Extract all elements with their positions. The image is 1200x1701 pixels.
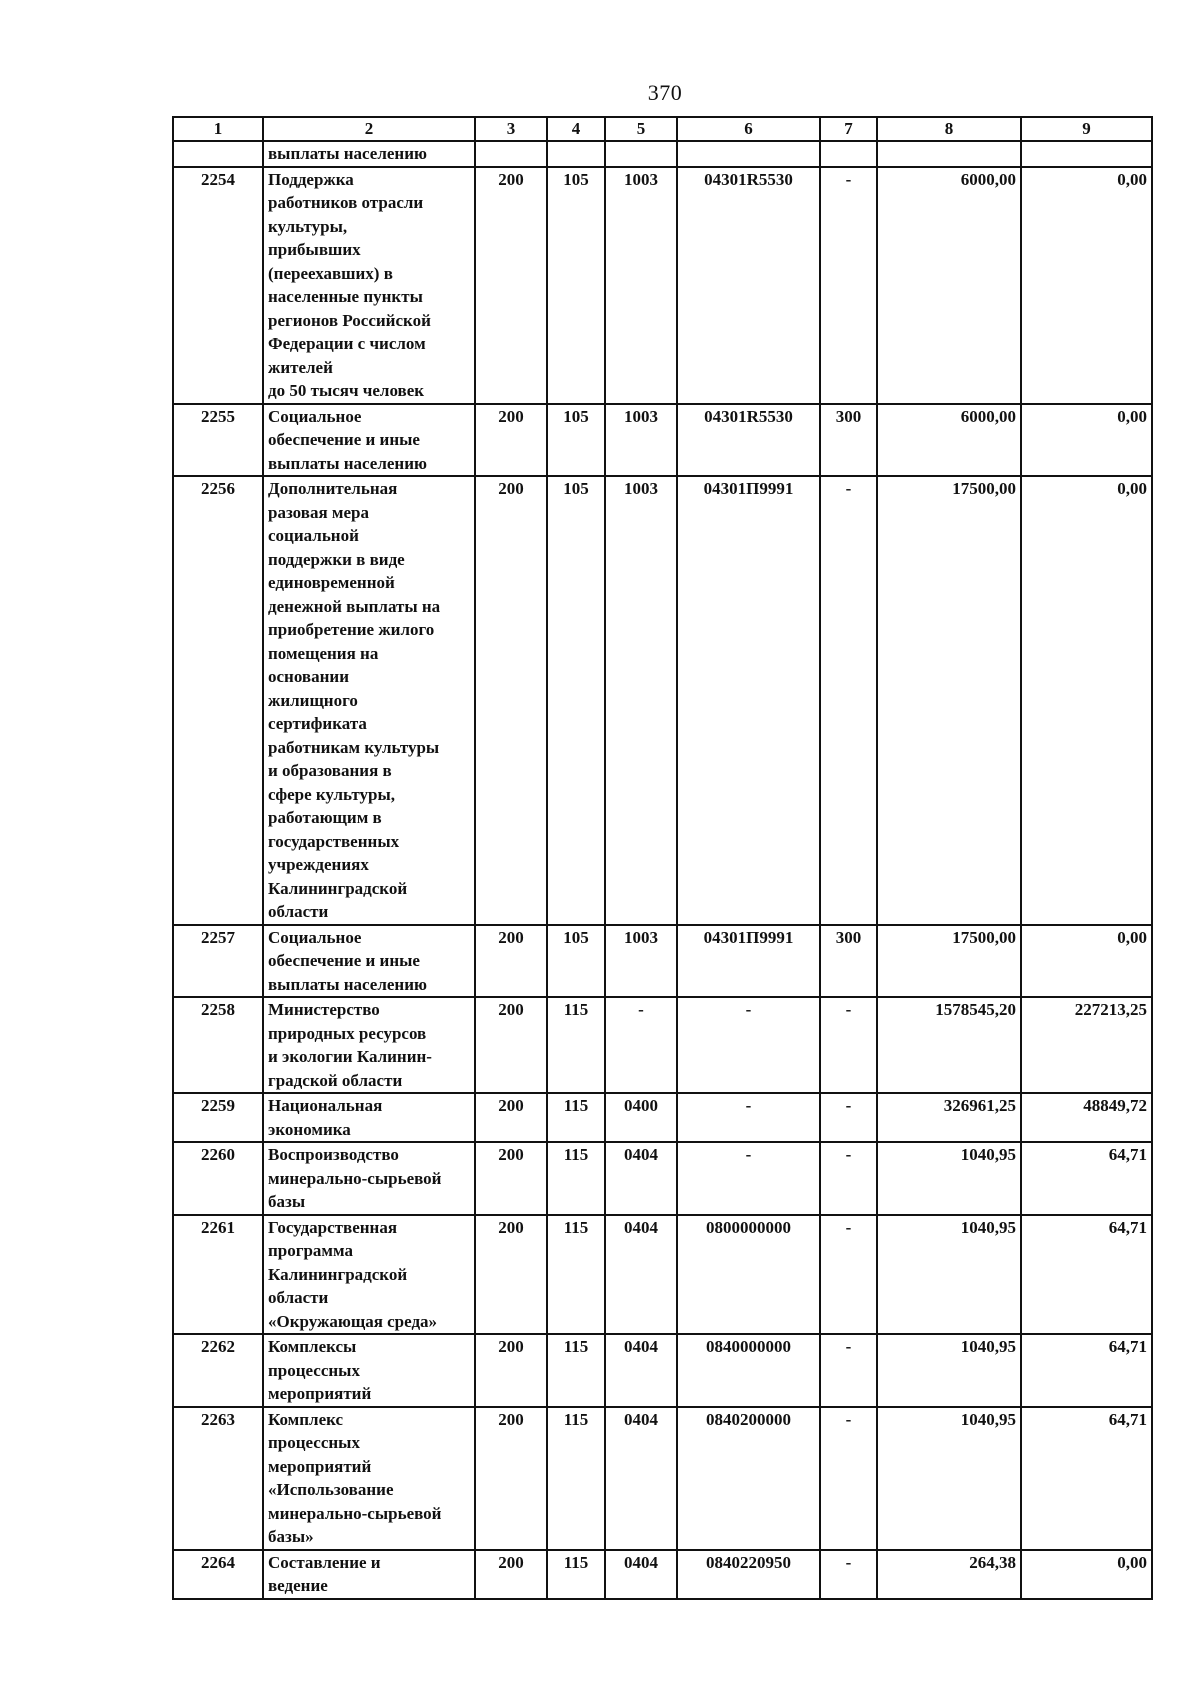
col-header: 9 <box>1021 117 1152 141</box>
cell-col9: 64,71 <box>1021 1334 1152 1407</box>
cell-col9: 64,71 <box>1021 1407 1152 1550</box>
cell-col3: 200 <box>475 1093 547 1142</box>
cell-col7: 300 <box>820 404 877 477</box>
table-row <box>173 1142 1152 1215</box>
table-row <box>173 925 1152 998</box>
cell-col5: 0404 <box>605 1215 677 1335</box>
table-row <box>173 1093 1152 1142</box>
table-row <box>173 476 1152 925</box>
col-header: 6 <box>677 117 820 141</box>
row-number: 2255 <box>173 404 263 477</box>
cell-col7: - <box>820 1334 877 1407</box>
col-header: 3 <box>475 117 547 141</box>
cell-col7: - <box>820 476 877 925</box>
cell-col4: 105 <box>547 167 605 404</box>
row-description: Социальное обеспечение и иные выплаты населению <box>263 925 475 998</box>
cell-col5: 0404 <box>605 1142 677 1215</box>
cell-col7: - <box>820 1093 877 1142</box>
col-header: 4 <box>547 117 605 141</box>
row-number: 2254 <box>173 167 263 404</box>
continuation-text: выплаты населению <box>263 141 475 167</box>
cell-col8: 1578545,20 <box>877 997 1021 1093</box>
cell-col6: 0800000000 <box>677 1215 820 1335</box>
cell-col4: 105 <box>547 925 605 998</box>
table-row <box>173 1407 1152 1550</box>
row-number: 2260 <box>173 1142 263 1215</box>
row-description: Министерство природных ресурсов и экологии Калинин- градской области <box>263 997 475 1093</box>
cell-col4: 115 <box>547 1407 605 1550</box>
cell-col7: - <box>820 1550 877 1599</box>
row-description: Составление и ведение <box>263 1550 475 1599</box>
cell-col3: 200 <box>475 1215 547 1335</box>
cell-col7: - <box>820 1142 877 1215</box>
cell-col8: 1040,95 <box>877 1334 1021 1407</box>
cell-col6: - <box>677 1093 820 1142</box>
cell-col9: 0,00 <box>1021 1550 1152 1599</box>
row-number: 2257 <box>173 925 263 998</box>
cell-col8: 1040,95 <box>877 1142 1021 1215</box>
cell-col3: 200 <box>475 1550 547 1599</box>
cell-col9: 0,00 <box>1021 925 1152 998</box>
col-header: 8 <box>877 117 1021 141</box>
col-header: 5 <box>605 117 677 141</box>
cell-col5: - <box>605 997 677 1093</box>
budget-table <box>172 116 1153 1600</box>
cell-col6: 0840000000 <box>677 1334 820 1407</box>
row-description: Национальная экономика <box>263 1093 475 1142</box>
cell-col4: 115 <box>547 1215 605 1335</box>
row-description: Комплекс процессных мероприятий «Использование минерально-сырьевой базы» <box>263 1407 475 1550</box>
cell-col9: 64,71 <box>1021 1215 1152 1335</box>
row-number: 2259 <box>173 1093 263 1142</box>
cell-col6: 04301П9991 <box>677 476 820 925</box>
cell-col5: 1003 <box>605 476 677 925</box>
row-number: 2258 <box>173 997 263 1093</box>
header-row <box>173 117 1152 141</box>
row-description: Дополнительная разовая мера социальной поддержки в виде единовременной денежной выплаты на приобретение жилого помещения на основании жилищного сертификата работникам культуры и образования в сфере культуры, работающим в государственных учреждениях Калининградской области <box>263 476 475 925</box>
cell-col5: 0404 <box>605 1334 677 1407</box>
table-row <box>173 1334 1152 1407</box>
cell-col4: 115 <box>547 1334 605 1407</box>
cell-col4: 115 <box>547 997 605 1093</box>
cell-col8: 1040,95 <box>877 1407 1021 1550</box>
table-row <box>173 404 1152 477</box>
cell-col9: 0,00 <box>1021 476 1152 925</box>
cell-col6: - <box>677 997 820 1093</box>
row-description: Государственная программа Калининградской области «Окружающая среда» <box>263 1215 475 1335</box>
cell-col4: 105 <box>547 476 605 925</box>
row-number: 2262 <box>173 1334 263 1407</box>
cell-col9: 48849,72 <box>1021 1093 1152 1142</box>
table-row <box>173 167 1152 404</box>
row-number: 2263 <box>173 1407 263 1550</box>
cell-col9: 0,00 <box>1021 404 1152 477</box>
cell-col5: 1003 <box>605 925 677 998</box>
cell-col8: 17500,00 <box>877 476 1021 925</box>
table-row <box>173 1215 1152 1335</box>
cell-col8: 1040,95 <box>877 1215 1021 1335</box>
cell-col3: 200 <box>475 1334 547 1407</box>
cell-col8: 326961,25 <box>877 1093 1021 1142</box>
cell-col3: 200 <box>475 167 547 404</box>
cell-col8: 6000,00 <box>877 167 1021 404</box>
cell-col3: 200 <box>475 1407 547 1550</box>
cell-col3: 200 <box>475 997 547 1093</box>
row-number: 2261 <box>173 1215 263 1335</box>
cell-col6: 04301R5530 <box>677 167 820 404</box>
cell-col8: 264,38 <box>877 1550 1021 1599</box>
row-description: Комплексы процессных мероприятий <box>263 1334 475 1407</box>
cell-col6: 04301П9991 <box>677 925 820 998</box>
cell-col7: - <box>820 997 877 1093</box>
col-header: 7 <box>820 117 877 141</box>
col-header: 2 <box>263 117 475 141</box>
row-number: 2256 <box>173 476 263 925</box>
cell-col4: 115 <box>547 1142 605 1215</box>
continuation-row <box>173 141 1152 167</box>
cell-col6: 0840220950 <box>677 1550 820 1599</box>
row-number: 2264 <box>173 1550 263 1599</box>
row-description: Воспроизводство минерально-сырьевой базы <box>263 1142 475 1215</box>
cell-col3: 200 <box>475 1142 547 1215</box>
cell-col3: 200 <box>475 476 547 925</box>
row-description: Поддержка работников отрасли культуры, прибывших (переехавших) в населенные пункты регионов Российской Федерации с числом жителей до 50 тысяч человек <box>263 167 475 404</box>
cell-col7: - <box>820 1407 877 1550</box>
cell-col3: 200 <box>475 925 547 998</box>
cell-col6: 04301R5530 <box>677 404 820 477</box>
cell-col5: 1003 <box>605 167 677 404</box>
cell-col8: 17500,00 <box>877 925 1021 998</box>
col-header: 1 <box>173 117 263 141</box>
row-description: Социальное обеспечение и иные выплаты населению <box>263 404 475 477</box>
cell-col9: 64,71 <box>1021 1142 1152 1215</box>
cell-col5: 0404 <box>605 1407 677 1550</box>
cell-col9: 0,00 <box>1021 167 1152 404</box>
cell-col7: - <box>820 167 877 404</box>
cell-col5: 0404 <box>605 1550 677 1599</box>
page-number: 370 <box>647 80 683 105</box>
cell-col7: 300 <box>820 925 877 998</box>
cell-col3: 200 <box>475 404 547 477</box>
cell-col7: - <box>820 1215 877 1335</box>
cell-col5: 1003 <box>605 404 677 477</box>
cell-col6: 0840200000 <box>677 1407 820 1550</box>
cell-col5: 0400 <box>605 1093 677 1142</box>
cell-col8: 6000,00 <box>877 404 1021 477</box>
table-row <box>173 1550 1152 1599</box>
table-row <box>173 997 1152 1093</box>
cell-col4: 115 <box>547 1550 605 1599</box>
cell-col6: - <box>677 1142 820 1215</box>
cell-col4: 105 <box>547 404 605 477</box>
cell-col9: 227213,25 <box>1021 997 1152 1093</box>
cell-col4: 115 <box>547 1093 605 1142</box>
